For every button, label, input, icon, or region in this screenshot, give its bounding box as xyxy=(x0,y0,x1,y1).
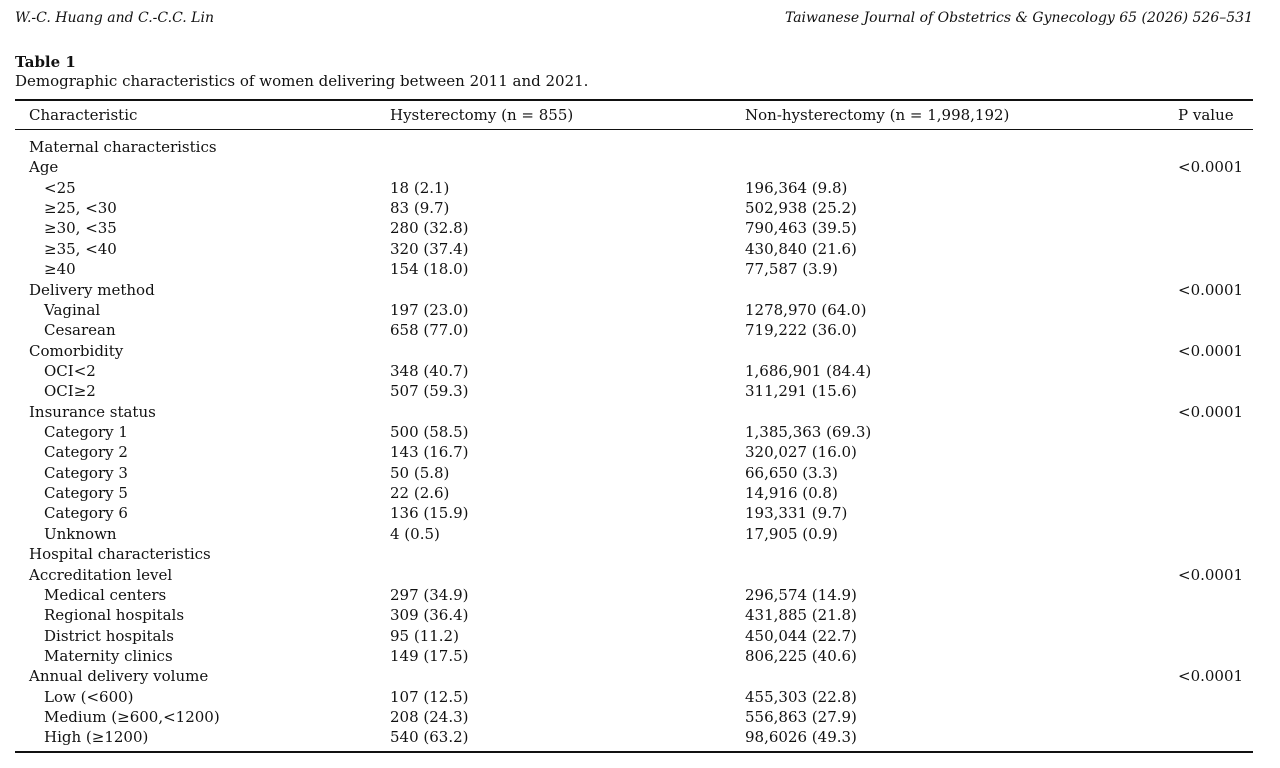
table-row xyxy=(15,218,1253,238)
row-label: OCI≥2 xyxy=(44,382,96,401)
hysterectomy-value: 18 (2.1) xyxy=(390,178,450,197)
table-row xyxy=(15,463,1253,483)
non-hysterectomy-value: 790,463 (39.5) xyxy=(745,219,857,238)
p-value: <0.0001 xyxy=(1178,341,1244,360)
row-label: Delivery method xyxy=(29,280,155,299)
row-label: Annual delivery volume xyxy=(29,667,209,686)
hysterectomy-value: 658 (77.0) xyxy=(390,321,469,340)
table-row xyxy=(15,483,1253,503)
row-label: ≥30, <35 xyxy=(44,219,117,238)
row-label: High (≥1200) xyxy=(44,728,149,747)
row-label: OCI<2 xyxy=(44,361,96,380)
running-head-authors: W.-C. Huang and C.-C.C. Lin xyxy=(15,10,214,26)
table-bottom-rule xyxy=(15,751,1253,753)
hysterectomy-value: 95 (11.2) xyxy=(390,626,459,645)
row-label: Comorbidity xyxy=(29,341,124,360)
hysterectomy-value: 348 (40.7) xyxy=(390,361,469,380)
column-header-non-hysterectomy: Non-hysterectomy (n = 1,998,192) xyxy=(745,106,1010,124)
non-hysterectomy-value: 556,863 (27.9) xyxy=(745,708,857,727)
row-label: District hospitals xyxy=(44,626,174,645)
table-caption: Demographic characteristics of women delivering between 2011 and 2021. xyxy=(15,72,589,90)
table-row xyxy=(15,320,1253,340)
table-top-rule xyxy=(15,99,1253,101)
hysterectomy-value: 22 (2.6) xyxy=(390,484,450,503)
p-value: <0.0001 xyxy=(1178,565,1244,584)
hysterectomy-value: 540 (63.2) xyxy=(390,728,469,747)
row-label: Medical centers xyxy=(44,585,167,604)
table-row xyxy=(15,707,1253,727)
row-label: Unknown xyxy=(44,524,117,543)
hysterectomy-value: 197 (23.0) xyxy=(390,300,469,319)
table-label: Table 1 xyxy=(15,53,76,71)
table-header-rule xyxy=(15,129,1253,130)
hysterectomy-value: 107 (12.5) xyxy=(390,687,469,706)
hysterectomy-value: 297 (34.9) xyxy=(390,585,469,604)
row-label: Category 1 xyxy=(44,423,128,442)
table-row xyxy=(15,198,1253,218)
non-hysterectomy-value: 455,303 (22.8) xyxy=(745,687,857,706)
table-row xyxy=(15,422,1253,442)
hysterectomy-value: 149 (17.5) xyxy=(390,646,469,665)
table-row xyxy=(15,585,1253,605)
row-label: Category 3 xyxy=(44,463,128,482)
row-label: Category 5 xyxy=(44,484,128,503)
hysterectomy-value: 208 (24.3) xyxy=(390,708,469,727)
row-label: Category 6 xyxy=(44,504,128,523)
row-label: ≥35, <40 xyxy=(44,239,117,258)
table-row xyxy=(15,503,1253,523)
non-hysterectomy-value: 193,331 (9.7) xyxy=(745,504,848,523)
row-label: Maternal characteristics xyxy=(29,138,217,156)
table-row xyxy=(15,727,1253,747)
non-hysterectomy-value: 1,385,363 (69.3) xyxy=(745,423,872,442)
table-row xyxy=(15,280,1253,300)
non-hysterectomy-value: 196,364 (9.8) xyxy=(745,178,848,197)
hysterectomy-value: 154 (18.0) xyxy=(390,260,469,279)
non-hysterectomy-value: 17,905 (0.9) xyxy=(745,524,838,543)
table-row xyxy=(15,178,1253,198)
table-body xyxy=(15,137,1253,748)
table-row xyxy=(15,544,1253,564)
running-head xyxy=(15,8,1253,28)
non-hysterectomy-value: 311,291 (15.6) xyxy=(745,382,857,401)
hysterectomy-value: 320 (37.4) xyxy=(390,239,469,258)
row-label: Accreditation level xyxy=(29,565,173,584)
running-head-journal: Taiwanese Journal of Obstetrics & Gynecology 65 (2026) 526–531 xyxy=(784,10,1253,26)
non-hysterectomy-value: 806,225 (40.6) xyxy=(745,646,857,665)
table-row xyxy=(15,626,1253,646)
non-hysterectomy-value: 320,027 (16.0) xyxy=(745,443,857,462)
table-row xyxy=(15,239,1253,259)
table-row xyxy=(15,341,1253,361)
hysterectomy-value: 50 (5.8) xyxy=(390,463,450,482)
hysterectomy-value: 4 (0.5) xyxy=(390,524,440,543)
non-hysterectomy-value: 431,885 (21.8) xyxy=(745,606,857,625)
non-hysterectomy-value: 77,587 (3.9) xyxy=(745,260,838,279)
non-hysterectomy-value: 1278,970 (64.0) xyxy=(745,300,867,319)
row-label: <25 xyxy=(44,178,76,197)
non-hysterectomy-value: 1,686,901 (84.4) xyxy=(745,361,872,380)
hysterectomy-value: 507 (59.3) xyxy=(390,382,469,401)
row-label: Category 2 xyxy=(44,443,128,462)
table-row xyxy=(15,524,1253,544)
non-hysterectomy-value: 430,840 (21.6) xyxy=(745,239,857,258)
hysterectomy-value: 309 (36.4) xyxy=(390,606,469,625)
table-row xyxy=(15,605,1253,625)
table-header-row xyxy=(15,104,1253,126)
row-label: Cesarean xyxy=(44,321,116,340)
hysterectomy-value: 83 (9.7) xyxy=(390,199,450,218)
p-value: <0.0001 xyxy=(1178,280,1244,299)
row-label: Age xyxy=(29,158,59,177)
row-label: Low (<600) xyxy=(44,687,134,706)
table-row xyxy=(15,361,1253,381)
row-label: Maternity clinics xyxy=(44,646,173,665)
row-label: Regional hospitals xyxy=(44,606,185,625)
table-row xyxy=(15,137,1253,157)
column-header-p-value: P value xyxy=(1178,106,1234,124)
table-row xyxy=(15,646,1253,666)
column-header-characteristic: Characteristic xyxy=(29,106,138,124)
row-label: Insurance status xyxy=(29,402,156,421)
row-label: ≥25, <30 xyxy=(44,199,117,218)
non-hysterectomy-value: 719,222 (36.0) xyxy=(745,321,857,340)
non-hysterectomy-value: 98,6026 (49.3) xyxy=(745,728,857,747)
table-row xyxy=(15,666,1253,686)
hysterectomy-value: 280 (32.8) xyxy=(390,219,469,238)
table-row xyxy=(15,402,1253,422)
table-row xyxy=(15,442,1253,462)
table-row xyxy=(15,565,1253,585)
row-label: ≥40 xyxy=(44,260,76,279)
row-label: Medium (≥600,<1200) xyxy=(44,708,220,727)
non-hysterectomy-value: 502,938 (25.2) xyxy=(745,199,857,218)
column-header-hysterectomy: Hysterectomy (n = 855) xyxy=(390,106,574,124)
hysterectomy-value: 500 (58.5) xyxy=(390,423,469,442)
non-hysterectomy-value: 14,916 (0.8) xyxy=(745,484,838,503)
row-label: Hospital characteristics xyxy=(29,545,211,564)
table-row xyxy=(15,259,1253,279)
hysterectomy-value: 136 (15.9) xyxy=(390,504,469,523)
p-value: <0.0001 xyxy=(1178,667,1244,686)
row-label: Vaginal xyxy=(44,300,101,319)
table-row xyxy=(15,381,1253,401)
non-hysterectomy-value: 296,574 (14.9) xyxy=(745,585,857,604)
table-row xyxy=(15,687,1253,707)
table-row xyxy=(15,300,1253,320)
table-row xyxy=(15,157,1253,177)
p-value: <0.0001 xyxy=(1178,158,1244,177)
p-value: <0.0001 xyxy=(1178,402,1244,421)
non-hysterectomy-value: 450,044 (22.7) xyxy=(745,626,857,645)
non-hysterectomy-value: 66,650 (3.3) xyxy=(745,463,838,482)
hysterectomy-value: 143 (16.7) xyxy=(390,443,469,462)
